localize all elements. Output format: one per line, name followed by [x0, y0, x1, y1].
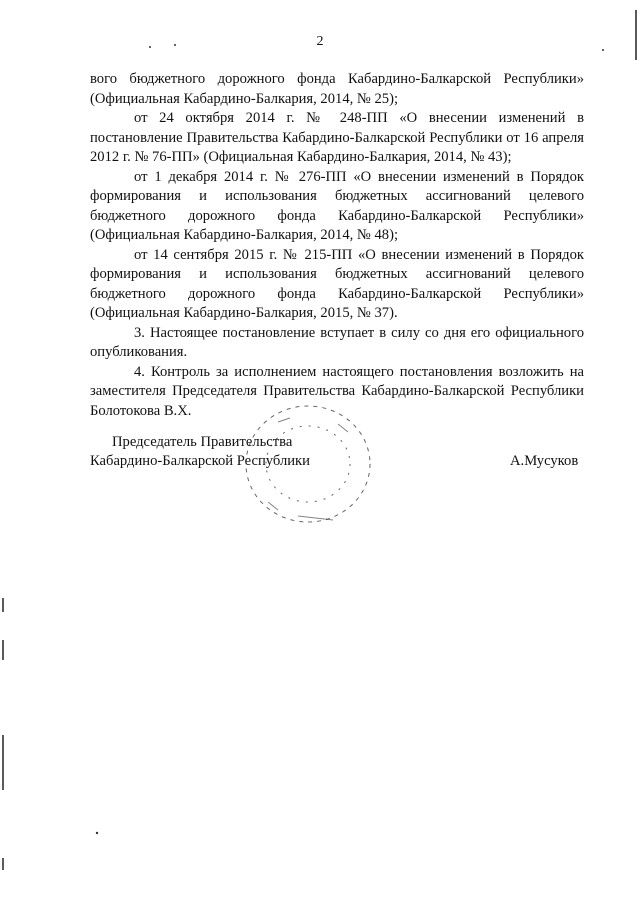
page-number: 2 — [316, 34, 324, 49]
signatory-title-line1: Председатель Правительства — [112, 434, 293, 450]
paragraph-amendment-276: от 1 декабря 2014 г. № 276-ПП «О внесении изменений в Порядок формирования и использования бюджетных ассигнований целевого бюджетного дорожного фонда Кабардино-Балкарской Республики» (Официальная Кабардино-Балкария, 2014, № 48); — [90, 168, 584, 243]
paragraph-effective-date: 3. Настоящее постановление вступает в силу со дня его официального опубликования. — [90, 324, 584, 360]
paragraph-amendment-248: от 24 октября 2014 г. № 248-ПП «О внесении изменений в постановление Правительства Кабардино-Балкарской Республики от 16 апреля 2012 г. № 76-ПП» (Официальная Кабардино-Балкария, 2014, № 43); — [90, 110, 584, 165]
paragraph-control: 4. Контроль за исполнением настоящего постановления возложить на заместителя Председателя Правительства Кабардино-Балкарской Республики Болотокова В.Х. — [90, 363, 584, 419]
signatory-title-line2: Кабардино-Балкарской Республики — [90, 453, 310, 469]
paragraph-amendment-215: от 14 сентября 2015 г. № 215-ПП «О внесении изменений в Порядок формирования и использования бюджетных ассигнований целевого бюджетного дорожного фонда Кабардино-Балкарской Республики» (Официальная Кабардино-Балкария, 2015, № 37). — [90, 246, 584, 321]
signatory-name: А.Мусуков — [510, 453, 579, 469]
paragraph-continuation: вого бюджетного дорожного фонда Кабардино-Балкарской Республики» (Официальная Кабардино-Балкария, 2014, № 25); — [90, 71, 584, 107]
